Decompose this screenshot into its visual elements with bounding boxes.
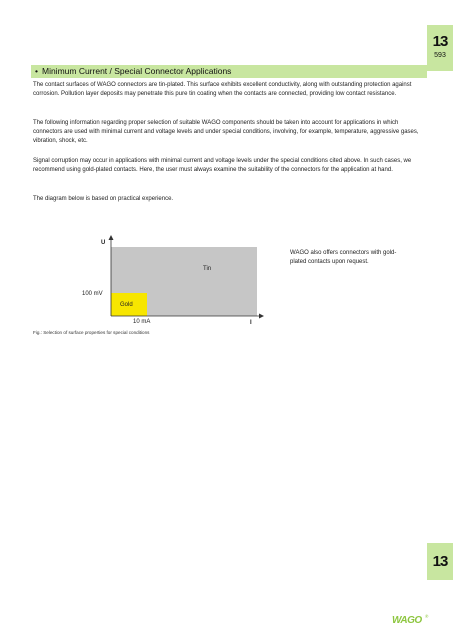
paragraph-diagram-intro: The diagram below is based on practical experience.	[33, 196, 174, 202]
section-title-text: Minimum Current / Special Connector Applications	[41, 66, 232, 76]
section-header	[31, 65, 427, 78]
x-axis-arrow	[259, 314, 264, 319]
bottom-chapter-number: 13	[432, 553, 448, 570]
paragraph-tin-plating: The contact surfaces of WAGO connectors are tin-plated. This surface exhibits excellent conductivity, along with outstanding protection against corrosion. Pollution layer deposits may penetrate this pure tin coating when the contacts are connected, providing low contact resistance.	[33, 82, 412, 98]
page-number: 593	[434, 52, 446, 59]
gold-plated-note: WAGO also offers connectors with gold-plated contacts upon request.	[290, 250, 397, 265]
section-title	[35, 65, 231, 78]
gold-label: Gold	[120, 302, 133, 308]
paragraph-selection-info: The following information regarding proper selection of suitable WAGO components should be taken into account for applications in which connectors are used with minimal current and voltage levels and under special conditions, involving, for example, temperature, aggressive gases, vibration, shock, etc.	[33, 120, 419, 145]
y-threshold-label: 100 mV	[82, 291, 103, 297]
chapter-tab	[427, 25, 453, 71]
bottom-chapter-tab	[427, 543, 453, 580]
paragraph-signal-corruption: Signal corruption may occur in applications with minimal current and voltage levels under the special conditions cited above. In such cases, we recommend using gold-plated contacts. Here, the user must always examine the suitability of the connectors for the application at hand.	[33, 158, 412, 174]
figure-caption: Fig.: Selection of surface properties for special conditions	[33, 330, 150, 335]
wago-logo-text: WAGO	[392, 615, 422, 625]
x-threshold-label: 10 mA	[133, 319, 151, 325]
surface-diagram	[80, 232, 270, 332]
chapter-number: 13	[432, 33, 448, 50]
bullet-icon: •	[35, 66, 38, 76]
registered-mark: ®	[425, 614, 429, 619]
y-axis-arrow	[109, 235, 114, 240]
wago-logo	[392, 613, 430, 625]
tin-label: Tin	[203, 266, 212, 272]
y-axis-label: U	[101, 240, 106, 246]
x-axis-label: I	[250, 320, 252, 326]
